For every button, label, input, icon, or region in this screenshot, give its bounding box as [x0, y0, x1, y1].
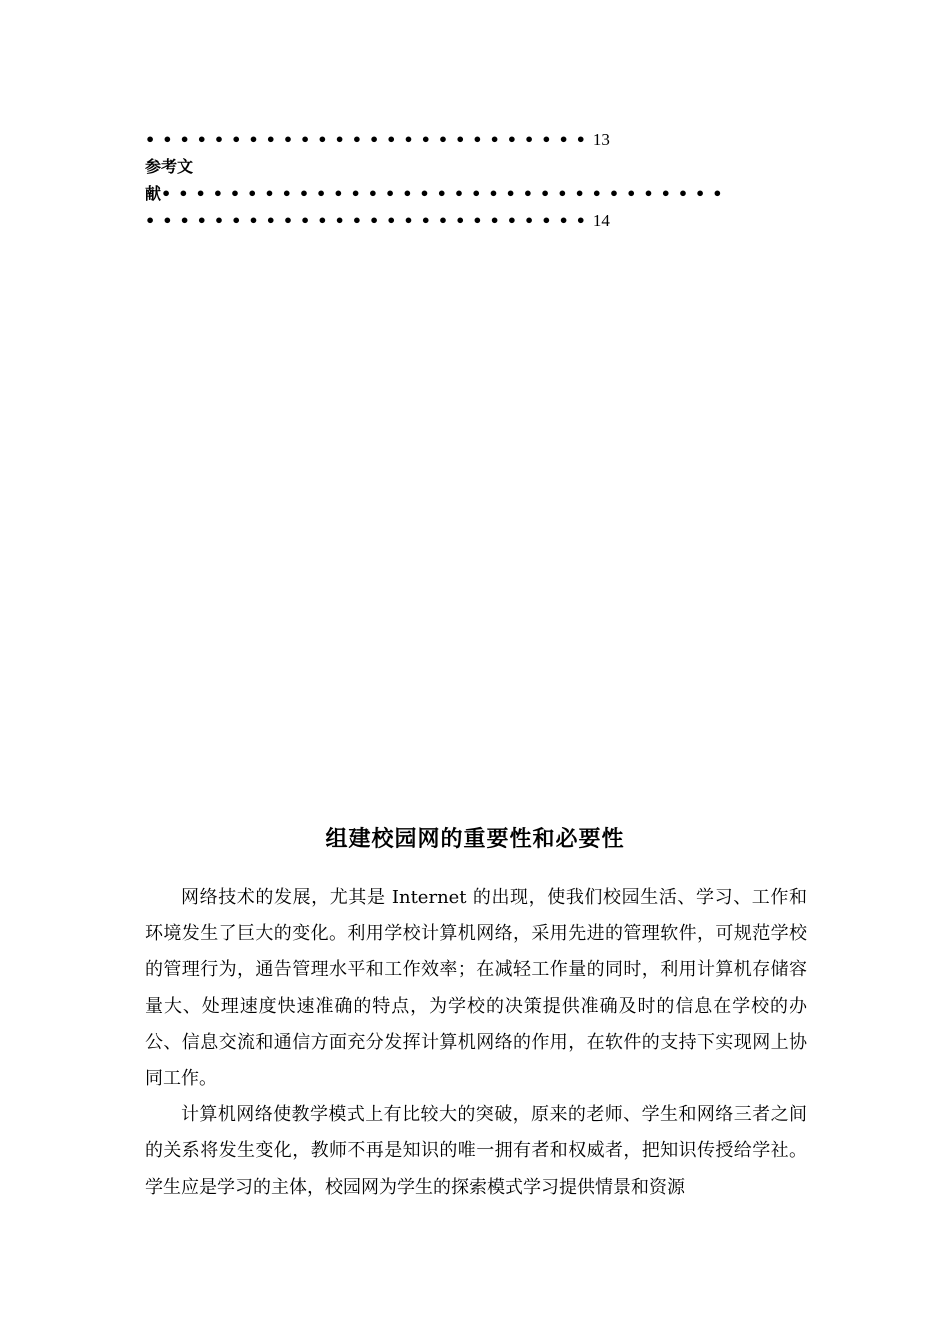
toc-entry-references-dots: [145, 180, 805, 207]
article-title: 组建校园网的重要性和必要性: [325, 826, 625, 852]
toc-entry-references: [145, 153, 805, 180]
toc-entry-references-page: [145, 207, 805, 234]
toc-entry-continuation: [145, 126, 805, 153]
toc-page-number: 14: [592, 211, 610, 230]
toc-references-label: 参考文: [145, 157, 194, 176]
toc-leader-dots: ••••••••••••••••••••••••••: [145, 130, 593, 149]
toc-references-label-end: 献: [145, 184, 162, 203]
paragraph: 网络技术的发展，尤其是 Internet 的出现，使我们校园生活、学习、工作和环境发生了巨大的变化。利用学校计算机网络，采用先进的管理软件，可规范学校的管理行为，通告管理水平和工作效率；在减轻工作量的同时，利用计算机存储容量大、处理速度快速准确的特点，为学校的决策提供准确及时的信息在学校的办公、信息交流和通信方面充分发挥计算机网络的作用，在软件的支持下实现网上协同工作。: [145, 887, 807, 1090]
paragraph: 计算机网络使教学模式上有比较大的突破，原来的老师、学生和网络三者之间的关系将发生变化，教师不再是知识的唯一拥有者和权威者，把知识传授给学社。学生应是学习的主体，校园网为学生的探索模式学习提供情景和资源: [145, 1104, 807, 1198]
toc-page-number: 13: [592, 130, 610, 149]
article-body: [145, 880, 807, 1206]
toc-leader-dots: •••••••••••••••••••••••••••••••••: [161, 184, 730, 203]
toc-leader-dots: ••••••••••••••••••••••••••: [145, 211, 593, 230]
table-of-contents: [145, 126, 805, 234]
